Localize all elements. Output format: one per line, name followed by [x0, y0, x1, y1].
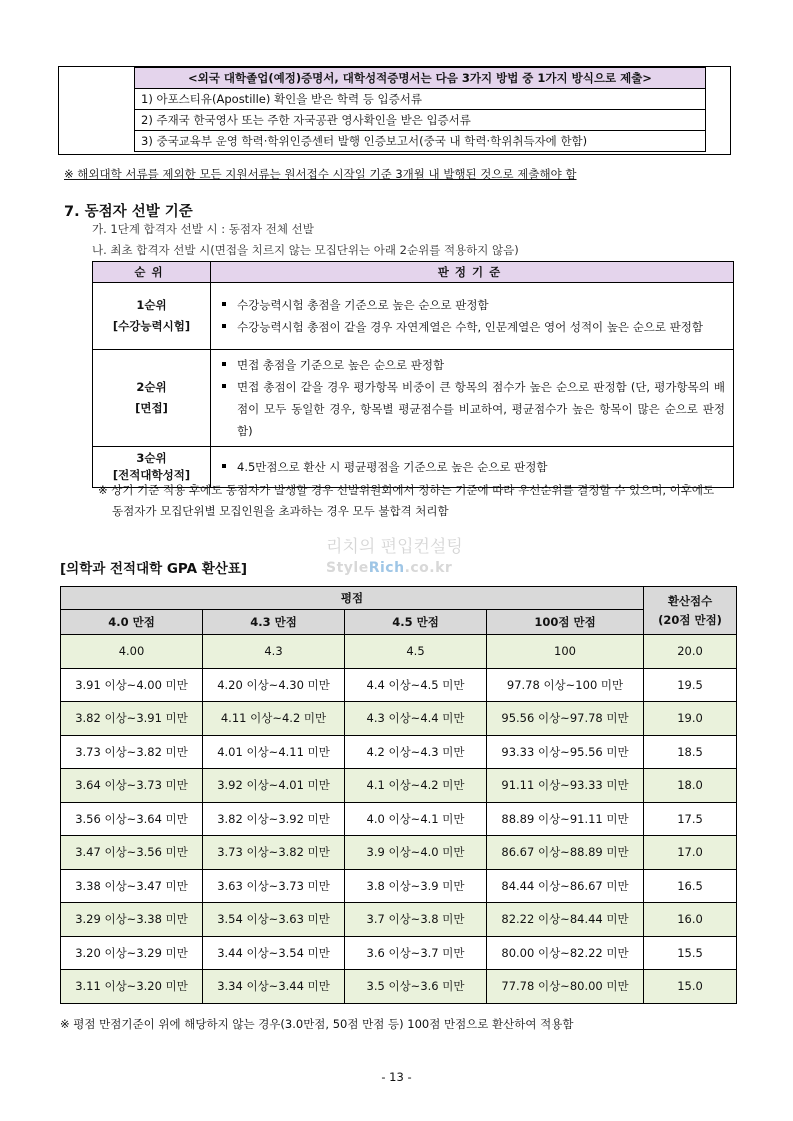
gpa-cell: 3.73 이상~3.82 미만: [203, 836, 345, 870]
gpa-cell: 82.22 이상~84.44 미만: [487, 903, 644, 937]
criteria-item: 수강능력시험 총점이 같을 경우 자연계열은 수학, 인문계열은 영어 성적이 높은 순으로 판정함: [221, 316, 725, 338]
gpa-cell: 100: [487, 635, 644, 669]
gpa-cell: 3.9 이상~4.0 미만: [345, 836, 487, 870]
gpa-conversion-table: [60, 586, 737, 1004]
table-row: [61, 702, 737, 736]
gpa-cell: 3.56 이상~3.64 미만: [61, 802, 203, 836]
gpa-cell: 4.00: [61, 635, 203, 669]
table-row: [61, 635, 737, 669]
gpa-cell: 88.89 이상~91.11 미만: [487, 802, 644, 836]
gpa-cell: 77.78 이상~80.00 미만: [487, 970, 644, 1004]
watermark-prefix: Style: [326, 560, 369, 576]
table-row: [93, 350, 734, 447]
page-number: - 13 -: [381, 1070, 412, 1084]
foreign-docs-item: 2) 주재국 한국영사 또는 주한 자국공관 영사확인을 받은 입증서류: [135, 110, 706, 131]
gpa-cell: 3.6 이상~3.7 미만: [345, 936, 487, 970]
gpa-cell: 3.91 이상~4.00 미만: [61, 668, 203, 702]
gpa-cell: 3.54 이상~3.63 미만: [203, 903, 345, 937]
gpa-cell: 3.73 이상~3.82 미만: [61, 735, 203, 769]
gpa-cell: 3.64 이상~3.73 미만: [61, 769, 203, 803]
score-cell: 16.5: [644, 869, 737, 903]
col-criteria-header: 판정기준: [211, 262, 734, 283]
gpa-cell: 4.0 이상~4.1 미만: [345, 802, 487, 836]
gpa-cell: 97.78 이상~100 미만: [487, 668, 644, 702]
gpa-cell: 3.47 이상~3.56 미만: [61, 836, 203, 870]
gpa-cell: 3.38 이상~3.47 미만: [61, 869, 203, 903]
gpa-note: ※ 평점 만점기준이 위에 해당하지 않는 경우(3.0만점, 50점 만점 등) 100점 만점으로 환산하여 적용함: [60, 1017, 574, 1031]
foreign-docs-table: [134, 67, 706, 152]
gpa-cell: 4.20 이상~4.30 미만: [203, 668, 345, 702]
criteria-cell: [211, 350, 734, 447]
gpa-cell: 3.92 이상~4.01 미만: [203, 769, 345, 803]
gpa-cell: 4.2 이상~4.3 미만: [345, 735, 487, 769]
gpa-cell: 3.8 이상~3.9 미만: [345, 869, 487, 903]
table-row: [61, 936, 737, 970]
score-cell: 20.0: [644, 635, 737, 669]
gpa-cell: 3.5 이상~3.6 미만: [345, 970, 487, 1004]
rank-label: 3순위: [136, 451, 167, 465]
criteria-item: 면접 총점을 기준으로 높은 순으로 판정함: [221, 354, 725, 376]
score-header: [644, 587, 737, 635]
gpa-cell: 4.3 이상~4.4 미만: [345, 702, 487, 736]
tie-break-table: [92, 261, 734, 488]
gpa-cell: 4.01 이상~4.11 미만: [203, 735, 345, 769]
gpa-cell: 84.44 이상~86.67 미만: [487, 869, 644, 903]
table-row: [61, 802, 737, 836]
table-row: [61, 970, 737, 1004]
rank-label: 1순위: [136, 298, 167, 312]
score-cell: 17.5: [644, 802, 737, 836]
gpa-cell: 3.29 이상~3.38 미만: [61, 903, 203, 937]
table-row: [61, 769, 737, 803]
score-cell: 15.5: [644, 936, 737, 970]
criteria-item: 면접 총점이 같을 경우 평가항목 비중이 큰 항목의 점수가 높은 순으로 판정함 (단, 평가항목의 배점이 모두 동일한 경우, 항목별 평균점수를 비교하여, 평균점수가 높은 항목이 많은 순으로 판정함): [221, 376, 725, 442]
gpa-cell: 3.44 이상~3.54 미만: [203, 936, 345, 970]
watermark-korean: 리치의 편입컨설팅: [326, 537, 463, 557]
score-cell: 17.0: [644, 836, 737, 870]
rank-label: 2순위: [136, 380, 167, 394]
rank-sub: [전적대학성적]: [112, 468, 191, 482]
gpa-table-body: [61, 635, 737, 1004]
subsection-b: 나. 최초 합격자 선발 시(면접을 치르지 않는 모집단위는 아래 2순위를 적용하지 않음): [92, 243, 519, 257]
gpa-cell: 93.33 이상~95.56 미만: [487, 735, 644, 769]
col-header: 100점 만점: [487, 610, 644, 635]
rank-sub: [면접]: [135, 401, 168, 415]
table-row: [61, 903, 737, 937]
overseas-note: ※ 해외대학 서류를 제외한 모든 지원서류는 원서접수 시작일 기준 3개월 내 발행된 것으로 제출해야 함: [64, 167, 577, 181]
col-header: 4.3 만점: [203, 610, 345, 635]
table-row: [61, 836, 737, 870]
gpa-cell: 80.00 이상~82.22 미만: [487, 936, 644, 970]
foreign-docs-header: <외국 대학졸업(예정)증명서, 대학성적증명서는 다음 3가지 방법 중 1가지 방식으로 제출>: [135, 68, 706, 89]
gpa-cell: 3.82 이상~3.91 미만: [61, 702, 203, 736]
gpa-table-title: [의학과 전적대학 GPA 환산표]: [60, 561, 248, 577]
rank-cell: [93, 283, 211, 350]
criteria-item: 4.5만점으로 환산 시 평균평점을 기준으로 높은 순으로 판정함: [221, 456, 725, 478]
tie-break-note: ※ 상기 기준 적용 후에도 동점자가 발생할 경우 선발위원회에서 정하는 기준에 따라 우선순위를 결정할 수 있으며, 이후에도 동점자가 모집단위별 모집인원을 초과하는 경우 모두 불합격 처리함: [98, 483, 715, 518]
gpa-cell: 4.1 이상~4.2 미만: [345, 769, 487, 803]
criteria-cell: [211, 283, 734, 350]
score-cell: 15.0: [644, 970, 737, 1004]
table-row: [61, 668, 737, 702]
watermark-suffix: .co.kr: [404, 560, 453, 576]
watermark-logo: [326, 560, 452, 576]
score-cell: 16.0: [644, 903, 737, 937]
gpa-cell: 3.11 이상~3.20 미만: [61, 970, 203, 1004]
col-header: 4.0 만점: [61, 610, 203, 635]
foreign-docs-item: 1) 아포스티유(Apostille) 확인을 받은 학력 등 입증서류: [135, 89, 706, 110]
gpa-cell: 3.34 이상~3.44 미만: [203, 970, 345, 1004]
table-row: [61, 869, 737, 903]
table-row: [61, 735, 737, 769]
rank-cell: [93, 350, 211, 447]
rank-sub: [수강능력시험]: [112, 319, 191, 333]
foreign-docs-item: 3) 중국교육부 운영 학력·학위인증센터 발행 인증보고서(중국 내 학력·학위취득자에 한함): [135, 131, 706, 152]
col-rank-header: 순위: [93, 262, 211, 283]
score-cell: 19.5: [644, 668, 737, 702]
gpa-cell: 86.67 이상~88.89 미만: [487, 836, 644, 870]
score-header-line2: (20점 만점): [658, 612, 722, 627]
score-cell: 18.5: [644, 735, 737, 769]
subsection-a: 가. 1단계 합격자 선발 시 : 동점자 전체 선발: [92, 222, 314, 236]
col-header: 4.5 만점: [345, 610, 487, 635]
score-cell: 19.0: [644, 702, 737, 736]
section-title: 7. 동점자 선발 기준: [64, 204, 193, 220]
table-row: [93, 283, 734, 350]
criteria-item: 수강능력시험 총점을 기준으로 높은 순으로 판정함: [221, 294, 725, 316]
score-cell: 18.0: [644, 769, 737, 803]
gpa-cell: 3.7 이상~3.8 미만: [345, 903, 487, 937]
gpa-cell: 3.82 이상~3.92 미만: [203, 802, 345, 836]
gpa-cell: 3.20 이상~3.29 미만: [61, 936, 203, 970]
gpa-group-header: 평점: [61, 587, 644, 610]
gpa-cell: 91.11 이상~93.33 미만: [487, 769, 644, 803]
gpa-cell: 4.3: [203, 635, 345, 669]
gpa-cell: 3.63 이상~3.73 미만: [203, 869, 345, 903]
score-header-line1: 환산점수: [667, 593, 713, 608]
gpa-cell: 4.4 이상~4.5 미만: [345, 668, 487, 702]
gpa-cell: 95.56 이상~97.78 미만: [487, 702, 644, 736]
watermark-accent: Rich: [368, 560, 405, 576]
gpa-cell: 4.5: [345, 635, 487, 669]
gpa-cell: 4.11 이상~4.2 미만: [203, 702, 345, 736]
